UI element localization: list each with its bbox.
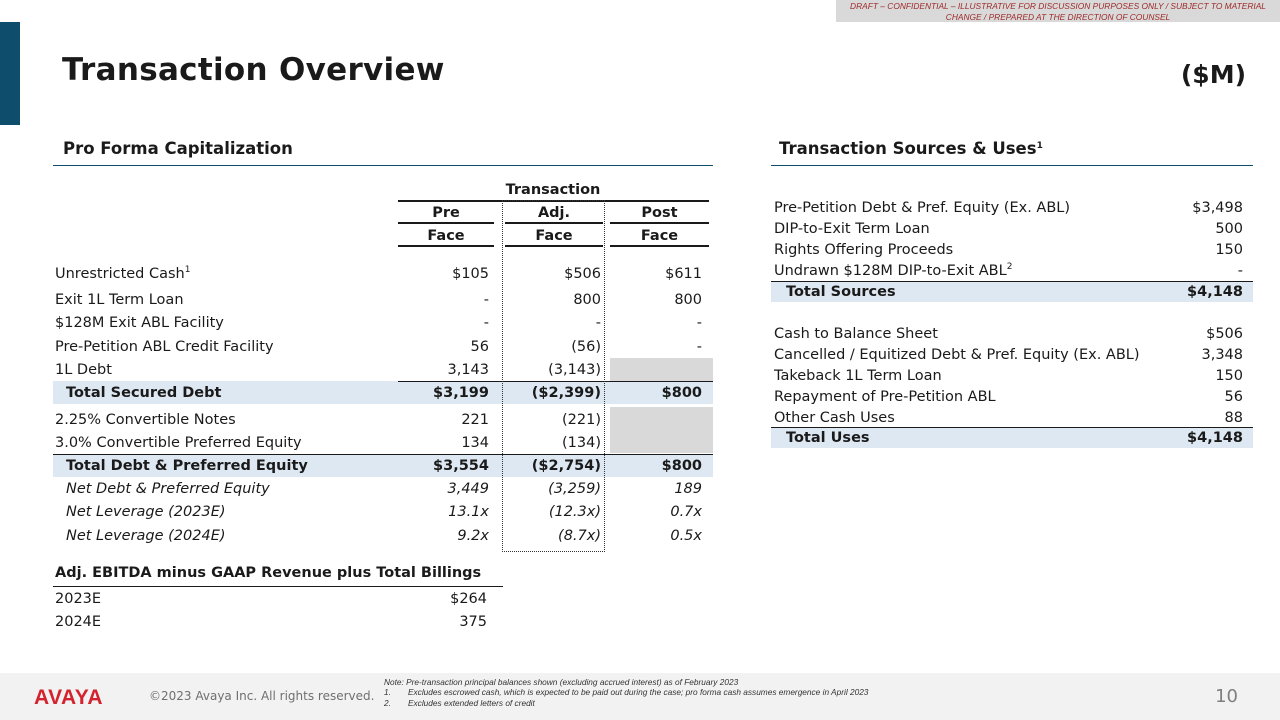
total-debt-preferred-row <box>53 454 713 477</box>
post-subheader-rule <box>610 245 709 247</box>
row-label: 2024E <box>55 613 102 630</box>
note-text: Note: Pre-transaction principal balances shown (excluding accrued interest) as of February 2023 <box>384 677 739 687</box>
post-value: 189 <box>674 480 702 497</box>
table-row <box>53 408 713 431</box>
col-header-pre: Pre <box>432 205 460 221</box>
row-label: Net Debt & Preferred Equity <box>66 480 270 497</box>
pre-value: 3,449 <box>447 480 489 497</box>
table-row <box>53 335 713 358</box>
sources-uses-heading-text: Transaction Sources & Uses <box>779 139 1037 158</box>
col-header-post: Post <box>641 205 678 221</box>
footnote-ref: 2 <box>1006 261 1013 272</box>
row-value: $506 <box>1206 325 1243 342</box>
pre-value: 221 <box>461 411 489 428</box>
su-section-rule <box>771 165 1253 166</box>
row-label: Other Cash Uses <box>774 409 895 426</box>
table-row <box>53 587 503 610</box>
pre-value: 56 <box>470 338 489 355</box>
post-value: $800 <box>661 384 702 401</box>
source-row <box>771 239 1253 260</box>
pre-value: $3,199 <box>433 384 489 401</box>
row-value: $4,148 <box>1187 284 1243 300</box>
row-label <box>55 266 190 282</box>
row-label <box>774 263 1012 279</box>
table-row <box>53 262 713 285</box>
footnote-text: Excludes extended letters of credit <box>408 697 535 708</box>
adj-value: (134) <box>562 434 601 451</box>
table-row <box>53 311 713 334</box>
total-secured-debt-row <box>53 381 713 404</box>
post-value: - <box>696 314 702 331</box>
row-label: DIP-to-Exit Term Loan <box>774 220 930 237</box>
pre-value: 3,143 <box>447 361 489 378</box>
cap-section-heading: Pro Forma Capitalization <box>63 139 293 158</box>
row-label: 2023E <box>55 590 102 607</box>
footnotes <box>384 677 868 708</box>
pre-header-rule <box>398 222 494 224</box>
row-value: 150 <box>1215 241 1243 258</box>
footnote-text: Excludes escrowed cash, which is expected to be paid out during the case; pro forma cash assumes emergence in April 2023 <box>408 687 869 698</box>
footnote-ref: 1 <box>1036 141 1043 151</box>
row-label: Total Debt & Preferred Equity <box>66 457 308 474</box>
footnote-item <box>384 687 868 697</box>
row-label: Exit 1L Term Loan <box>55 291 184 308</box>
footnote-item <box>384 698 868 708</box>
pre-value: 134 <box>461 434 489 451</box>
ebitda-table <box>53 565 503 633</box>
footnote-ref: 1 <box>184 264 191 275</box>
table-row <box>53 477 713 500</box>
adj-value: - <box>595 314 601 331</box>
table-row <box>53 358 713 381</box>
source-row <box>771 197 1253 218</box>
pre-value: - <box>483 291 489 308</box>
table-row <box>53 524 713 547</box>
use-row <box>771 365 1253 386</box>
ebitda-heading: Adj. EBITDA minus GAAP Revenue plus Total Billings <box>53 565 503 587</box>
total-sources-row <box>771 281 1253 302</box>
adj-value: (8.7x) <box>558 527 601 544</box>
row-label: Cancelled / Equitized Debt & Pref. Equity (Ex. ABL) <box>774 346 1140 363</box>
table-row <box>53 500 713 523</box>
pre-value: 13.1x <box>448 503 489 520</box>
adj-value: ($2,754) <box>531 457 601 474</box>
draft-confidential-banner: DRAFT – CONFIDENTIAL – ILLUSTRATIVE FOR DISCUSSION PURPOSES ONLY / SUBJECT TO MATERIAL CHANGE / PREPARED AT THE DIRECTION OF COUNSEL <box>836 0 1280 22</box>
pre-value: $105 <box>452 265 489 282</box>
row-value: 500 <box>1215 220 1243 237</box>
copyright: ©2023 Avaya Inc. All rights reserved. <box>149 689 375 703</box>
row-label: $128M Exit ABL Facility <box>55 314 224 331</box>
row-label: Total Sources <box>786 284 896 300</box>
accent-bar <box>0 22 20 125</box>
source-row <box>771 260 1253 281</box>
row-label: 3.0% Convertible Preferred Equity <box>55 434 302 451</box>
table-row <box>53 288 713 311</box>
total-uses-row <box>771 427 1253 448</box>
adj-value: ($2,399) <box>531 384 601 401</box>
sources-uses-heading <box>779 139 1043 158</box>
row-value: 150 <box>1215 367 1243 384</box>
row-label: 1L Debt <box>55 361 112 378</box>
pre-value: 9.2x <box>457 527 489 544</box>
table-row <box>53 610 503 633</box>
row-label: Total Uses <box>786 430 870 446</box>
post-value: $611 <box>665 265 702 282</box>
post-value: 0.5x <box>670 527 702 544</box>
use-row <box>771 344 1253 365</box>
row-value: 3,348 <box>1201 346 1243 363</box>
pre-value: - <box>483 314 489 331</box>
row-label: Cash to Balance Sheet <box>774 325 938 342</box>
row-label: Net Leverage (2023E) <box>66 503 226 520</box>
row-label: 2.25% Convertible Notes <box>55 411 236 428</box>
row-value: - <box>1237 262 1243 279</box>
row-value: $3,498 <box>1192 199 1243 216</box>
row-value: 56 <box>1224 388 1243 405</box>
row-label: Pre-Petition ABL Credit Facility <box>55 338 274 355</box>
post-value: 800 <box>674 291 702 308</box>
row-value: 88 <box>1224 409 1243 426</box>
row-label: Net Leverage (2024E) <box>66 527 226 544</box>
row-value: $264 <box>450 590 487 607</box>
row-label: Pre-Petition Debt & Pref. Equity (Ex. ABL) <box>774 199 1071 216</box>
subheader-adj: Face <box>535 228 573 244</box>
post-value: 0.7x <box>670 503 702 520</box>
row-label: Repayment of Pre-Petition ABL <box>774 388 996 405</box>
page-number: 10 <box>1215 686 1238 707</box>
row-label: Total Secured Debt <box>66 384 222 401</box>
row-value: $4,148 <box>1187 430 1243 446</box>
row-value: 375 <box>459 613 487 630</box>
use-row <box>771 407 1253 428</box>
pre-value: $3,554 <box>433 457 489 474</box>
adj-value: $506 <box>564 265 601 282</box>
units-label: ($M) <box>1180 60 1246 89</box>
post-header-rule <box>610 222 709 224</box>
adj-value: (3,259) <box>548 480 601 497</box>
pre-subheader-rule <box>398 245 494 247</box>
page-title: Transaction Overview <box>62 52 445 88</box>
row-label-text: Unrestricted Cash <box>55 265 185 282</box>
adj-value: 800 <box>573 291 601 308</box>
row-label: Rights Offering Proceeds <box>774 241 954 258</box>
source-row <box>771 218 1253 239</box>
post-value: $800 <box>661 457 702 474</box>
cap-section-rule <box>53 165 713 166</box>
use-row <box>771 323 1253 344</box>
adj-value: (12.3x) <box>548 503 601 520</box>
adj-value: (56) <box>571 338 601 355</box>
post-value: - <box>696 338 702 355</box>
footnote-index: 2. <box>384 697 391 708</box>
use-row <box>771 386 1253 407</box>
avaya-logo: AVAYA <box>34 686 104 709</box>
row-label-text: Undrawn $128M DIP-to-Exit ABL <box>774 262 1007 279</box>
row-label: Takeback 1L Term Loan <box>774 367 942 384</box>
footnote-index: 1. <box>384 687 391 698</box>
adj-value: (221) <box>562 411 601 428</box>
adj-value: (3,143) <box>548 361 601 378</box>
subheader-post: Face <box>640 228 679 244</box>
subheader-pre: Face <box>427 228 465 244</box>
col-header-adj: Adj. <box>537 205 571 221</box>
table-row <box>53 431 713 454</box>
transaction-group-header: Transaction <box>505 182 601 198</box>
